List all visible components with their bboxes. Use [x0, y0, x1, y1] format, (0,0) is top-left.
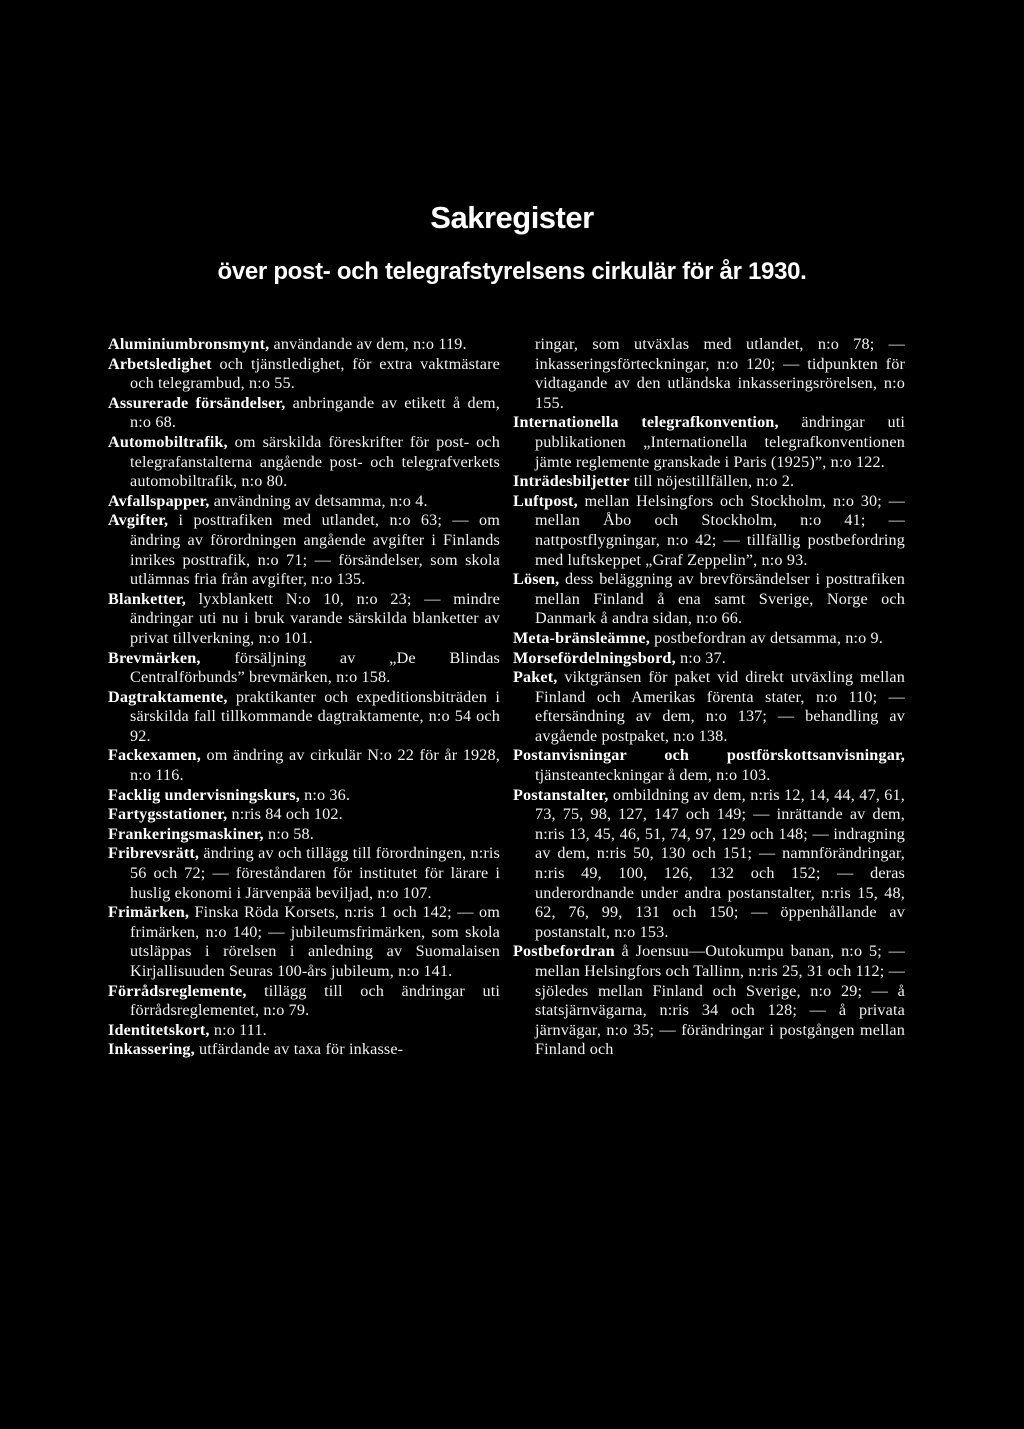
index-text: praktikanter och expeditionsbiträden i särskilda fall tillkommande dagtraktamente, n:o 54 och 92.	[130, 687, 500, 745]
index-entry	[108, 746, 500, 785]
index-text: postbefordran av detsamma, n:o 9.	[649, 628, 883, 647]
index-text: om särskilda föreskrifter för post- och telegrafanstalterna angående post- och telegrafverkets automobiltrafik, n:o 80.	[130, 432, 500, 491]
index-entry	[108, 1040, 500, 1060]
index-term: Postanstalter,	[513, 785, 609, 804]
index-term: Fackexamen,	[108, 746, 201, 765]
index-term: Automobiltrafik,	[108, 432, 228, 451]
index-term: Meta-bränsleämne,	[513, 628, 650, 647]
index-term: Inkassering,	[108, 1040, 195, 1059]
index-term: Avgifter,	[108, 511, 169, 530]
index-text: ändring av och tillägg till förordningen, n:ris 56 och 72; — föreståndaren för institutet för lärare i huslig ekonomi i Järvenpää beviljad, n:o 107.	[130, 844, 500, 902]
index-text: n:o 111.	[209, 1020, 267, 1039]
index-text: dess beläggning av brevförsändelser i posttrafiken mellan Finland å ena samt Sverige, Norge och Danmark å andra sidan, n:o 66.	[535, 570, 905, 628]
index-text: n:ris 84 och 102.	[227, 805, 343, 824]
index-term: Lösen,	[513, 570, 560, 589]
index-text: n:o 36.	[299, 785, 351, 804]
index-entry	[108, 355, 500, 394]
index-entry	[513, 746, 905, 785]
index-term: Luftpost,	[513, 491, 578, 510]
index-term: Blanketter,	[108, 589, 186, 608]
index-text: och tjänstledighet, för extra vaktmästare och telegrambud, n:o 55.	[130, 354, 500, 393]
index-entry	[513, 570, 905, 629]
index-entry	[513, 629, 905, 649]
index-term: Förrådsreglemente,	[108, 981, 247, 1000]
index-entry	[108, 649, 500, 688]
index-text: användande av dem, n:o 119.	[269, 335, 467, 353]
index-term: Identitetskort,	[108, 1020, 210, 1039]
index-text: Finska Röda Korsets, n:ris 1 och 142; — om frimärken, n:o 140; — jubileumsfrimärken, som skola utsläppas i rörelsen i anledning av Suomalaisen Kirjallisuuden Seuras 100-års jubileum, n:o 141.	[130, 903, 500, 980]
index-text: n:o 37.	[675, 648, 726, 667]
index-term: Facklig undervisningskurs,	[108, 785, 300, 804]
index-text: lyxblankett N:o 10, n:o 23; — mindre ändringar uti nu i bruk varande särskilda blanketter av privat tillverkning, n:o 101.	[130, 589, 500, 647]
index-entry	[535, 335, 905, 413]
index-entry	[108, 492, 500, 512]
page-title: Sakregister	[430, 200, 594, 235]
index-entry	[108, 394, 500, 433]
index-entry	[108, 590, 500, 649]
index-term: Fribrevsrätt,	[108, 844, 200, 863]
index-text: tjänsteanteckningar å dem, n:o 103.	[535, 766, 771, 785]
index-term: Dagtraktamente,	[108, 687, 228, 706]
index-entry	[108, 825, 500, 845]
index-text: ombildning av dem, n:ris 12, 14, 44, 47, 61, 73, 75, 98, 127, 147 och 149; — inrättande av dem, n:ris 13, 45, 46, 51, 74, 97, 129 och 148; — indragning av dem, n:ris 50, 130 och 151; — namnförändringar, n:ris 49, 100, 126, 132 och 152; — deras underordnande under andra postanstalter, n:ris 15, 48, 62, 76, 99, 131 och 150; — öppenhållande av postanstalt, n:o 153.	[535, 785, 905, 941]
index-text: utfärdande av taxa för inkasse-	[194, 1040, 404, 1059]
index-text: om ändring av cirkulär N:o 22 för år 1928, n:o 116.	[130, 746, 500, 785]
index-entry	[108, 982, 500, 1021]
page-subtitle: över post- och telegrafstyrelsens cirkulär för år 1930.	[217, 258, 807, 285]
index-entry	[108, 1021, 500, 1041]
index-entry	[513, 942, 905, 1060]
index-entry	[513, 649, 905, 669]
index-entry	[108, 786, 500, 806]
index-term: Aluminiumbronsmynt,	[108, 335, 270, 353]
index-entry	[108, 844, 500, 903]
index-term: Frimärken,	[108, 903, 190, 922]
index-term: Frankeringsmaskiner,	[108, 824, 264, 843]
index-text: till nöjestillfällen, n:o 2.	[629, 472, 795, 491]
index-term: Arbetsledighet	[108, 354, 212, 373]
index-entry	[108, 433, 500, 492]
index-text: användning av detsamma, n:o 4.	[209, 491, 428, 510]
index-text: i posttrafiken med utlandet, n:o 63; — om ändring av förordningen angående avgifter i Finlands inrikes posttrafik, n:o 71; — försändelser, som skola utlämnas fria från avgifter, n:o 135.	[130, 511, 500, 589]
index-entry	[513, 668, 905, 746]
index-text: mellan Helsingfors och Stockholm, n:o 30; — mellan Åbo och Stockholm, n:o 41; — nattpostflygningar, n:o 42; — tillfällig postbefordring med luftskeppet „Graf Zeppelin”, n:o 93.	[535, 491, 905, 569]
index-entry	[513, 786, 905, 943]
index-term: Avfallspapper,	[108, 491, 210, 510]
index-text: n:o 58.	[263, 824, 314, 843]
index-entry	[108, 903, 500, 981]
index-term: Postbefordran	[513, 942, 615, 961]
right-column	[513, 335, 905, 1060]
index-text: försäljning av „De Blindas Centralförbunds” brevmärken, n:o 158.	[130, 648, 500, 687]
index-entry	[513, 492, 905, 570]
index-term: Assurerade försändelser,	[108, 393, 286, 412]
left-column	[108, 335, 500, 1060]
index-term: Inträdesbiljetter	[513, 472, 630, 491]
index-text: å Joensuu—Outokumpu banan, n:o 5; — mellan Helsingfors och Tallinn, n:ris 25, 31 och 112; — sjöledes mellan Finland och Sverige, n:o 29; — å statsjärnvägarna, n:ris 34 och 128; — å privata järnvägar, n:o 35; — förändringar i postgången mellan Finland och	[535, 942, 905, 1059]
index-entry	[513, 472, 905, 492]
index-text: viktgränsen för paket vid direkt utväxling mellan Finland och Amerikas förenta stater, n:o 110; — eftersändning av dem, n:o 137; — behandling av avgående postpaket, n:o 138.	[535, 668, 905, 745]
index-term: Postanvisningar och postförskottsanvisningar,	[513, 746, 905, 765]
index-text: anbringande av etikett å dem, n:o 68.	[130, 393, 500, 432]
index-term: Internationella telegrafkonvention,	[513, 413, 779, 432]
index-term: Paket,	[513, 668, 558, 687]
index-term: Fartygsstationer,	[108, 805, 228, 824]
index-entry	[108, 688, 500, 747]
index-text: tillägg till och ändringar uti förrådsreglementet, n:o 79.	[130, 981, 500, 1020]
index-text: ringar, som utväxlas med utlandet, n:o 78; — inkasseringsförteckningar, n:o 120; — tidpunkten för vidtagande av den utländska inkasseringsrörelsen, n:o 155.	[535, 335, 905, 412]
index-term: Brevmärken,	[108, 648, 201, 667]
index-term: Morsefördelningsbord,	[513, 648, 676, 667]
index-entry	[108, 335, 500, 355]
index-text: ändringar uti publikationen „Internationella telegrafkonventionen jämte reglemente granskade i Paris (1925)”, n:o 122.	[535, 413, 905, 471]
index-entry	[513, 413, 905, 472]
index-entry	[108, 511, 500, 589]
index-entry	[108, 805, 500, 825]
